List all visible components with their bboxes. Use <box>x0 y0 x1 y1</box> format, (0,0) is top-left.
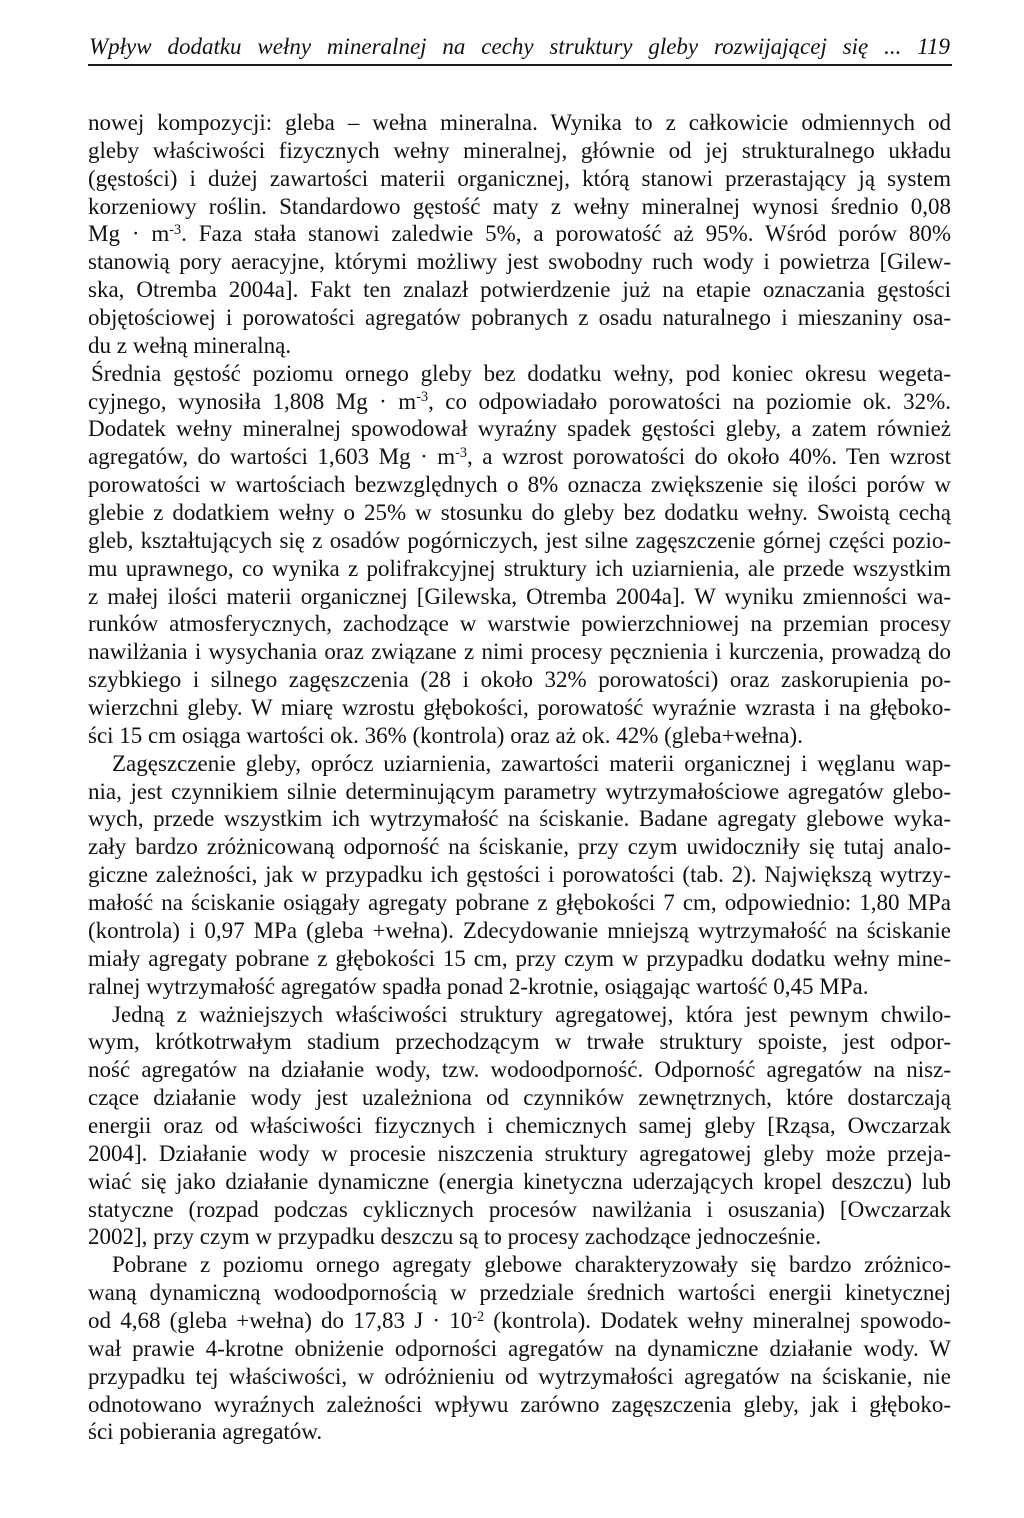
text-line <box>88 917 951 945</box>
line-text: 2004]. Działanie wody w procesie niszczenia struktury agregatowej gleby może przeja- <box>88 1140 951 1166</box>
text-segment: , co odpowiadało porowatości na poziomie ok. 32%. <box>428 388 951 414</box>
page-number: 119 <box>917 34 950 59</box>
text-line <box>88 583 951 611</box>
line-text: ści pobierania agregatów. <box>88 1419 323 1445</box>
text-line <box>88 1279 951 1307</box>
superscript-exponent: -3 <box>169 222 182 239</box>
text-line <box>88 415 951 443</box>
running-head <box>89 33 950 61</box>
text-segment: agregatów, do wartości 1,603 Mg · m <box>88 444 456 470</box>
text-line <box>88 861 951 889</box>
text-line <box>88 750 951 778</box>
line-text: wych, przede wszystkim ich wytrzymałość na ściskanie. Badane agregaty glebowe wyka- <box>88 806 951 832</box>
line-text: ność agregatów na działanie wody, tzw. wodoodporność. Odporność agregatów na nisz- <box>88 1057 951 1083</box>
text-line <box>88 499 951 527</box>
paragraph <box>88 109 951 360</box>
text-line <box>88 666 951 694</box>
text-line <box>88 555 951 583</box>
text-line <box>88 973 951 1001</box>
text-line <box>88 722 951 750</box>
text-line <box>88 638 951 666</box>
line-text: Jedną z ważniejszych właściwości struktury agregatowej, która jest pewnym chwilo- <box>112 1001 951 1027</box>
superscript-exponent: -3 <box>416 389 429 406</box>
line-text: (kontrola) i 0,97 MPa (gleba +wełna). Zdecydowanie mniejszą wytrzymałość na ściskanie <box>88 917 951 943</box>
line-text: statyczne (rozpad podczas cyklicznych procesów nawilżania i osuszania) [Owczarzak <box>88 1196 951 1222</box>
text-line <box>88 694 951 722</box>
text-line <box>88 945 951 973</box>
text-line <box>88 109 951 137</box>
line-text: zały bardzo zróżnicowaną odporność na ściskanie, przy czym uwidoczniły się tutaj analo- <box>88 834 951 860</box>
line-text <box>88 443 951 471</box>
text-line <box>88 1001 951 1029</box>
text-line <box>88 165 951 193</box>
line-text: energii oraz od właściwości fizycznych i chemicznych samej gleby [Rząsa, Owczarzak <box>88 1112 951 1138</box>
line-text: Pobrane z poziomu ornego agregaty glebowe charakteryzowały się bardzo zróżnico- <box>112 1252 951 1278</box>
text-segment: , a wzrost porowatości do około 40%. Ten wzrost <box>467 444 951 470</box>
paragraph <box>88 750 951 1001</box>
running-head-text <box>89 33 950 61</box>
line-text: korzeniowy roślin. Standardowo gęstość maty z wełny mineralnej wynosi średnio 0,08 <box>88 193 951 219</box>
text-line <box>88 1335 951 1363</box>
line-text: szybkiego i silnego zagęszczenia (28 i około 32% porowatości) oraz zaskorupienia po- <box>88 667 951 693</box>
text-line <box>88 527 951 555</box>
running-title: Wpływ dodatku wełny mineralnej na cechy struktury gleby rozwijającej się ... <box>89 34 902 59</box>
line-text: Dodatek wełny mineralnej spowodował wyraźny spadek gęstości gleby, a zatem również <box>88 416 951 442</box>
text-line <box>88 388 951 416</box>
text-segment: od 4,68 (gleba +wełna) do 17,83 J · 10 <box>88 1307 473 1333</box>
text-line <box>88 193 951 221</box>
text-line <box>88 889 951 917</box>
line-text: mu uprawnego, co wynika z polifrakcyjnej struktury ich uziarnienia, ale przede wszystkim <box>88 555 951 581</box>
text-line <box>88 1140 951 1168</box>
line-text: przypadku tej właściwości, w odróżnieniu od wytrzymałości agregatów na ściskanie, nie <box>88 1363 951 1389</box>
text-line <box>88 1223 951 1251</box>
line-text: wym, krótkotrwałym stadium przechodzącym w trwałe struktury spoiste, jest odpor- <box>88 1029 951 1055</box>
line-text: waną dynamiczną wodoodpornością w przedziale średnich wartości energii kinetycznej <box>88 1280 951 1306</box>
line-text <box>88 1307 951 1335</box>
line-text: ska, Otremba 2004a]. Fakt ten znalazł potwierdzenie już na etapie oznaczania gęstości <box>88 277 951 303</box>
line-text <box>88 220 951 248</box>
text-line <box>88 833 951 861</box>
line-text: małość na ściskanie osiągały agregaty pobrane z głębokości 7 cm, odpowiednio: 1,80 MPa <box>88 890 951 916</box>
text-segment: cyjnego, wynosiła 1,808 Mg · m <box>88 388 417 414</box>
line-text: ralnej wytrzymałość agregatów spadła ponad 2-krotnie, osiągając wartość 0,45 MPa. <box>88 973 869 999</box>
text-line <box>88 1391 951 1419</box>
paragraph <box>88 1001 951 1252</box>
line-text: czące działanie wody jest uzależniona od czynników zewnętrznych, które dostarczają <box>88 1085 951 1111</box>
line-text: stanowią pory aeracyjne, którymi możliwy jest swobodny ruch wody i powietrza [Gilew- <box>88 249 951 275</box>
text-line <box>88 1084 951 1112</box>
text-line <box>88 471 951 499</box>
line-text <box>88 388 951 416</box>
text-line <box>88 276 951 304</box>
superscript-exponent: -2 <box>472 1308 485 1325</box>
line-text: porowatości w wartościach bezwzględnych o 8% oznacza zwiększenie się ilości porów w <box>88 472 951 498</box>
text-segment: (kontrola). Dodatek wełny mineralnej spowodo- <box>484 1307 951 1333</box>
text-line <box>88 1307 951 1335</box>
text-line <box>88 1418 951 1446</box>
body-text <box>88 109 951 1446</box>
text-line <box>88 778 951 806</box>
line-text: Średnia gęstość poziomu ornego gleby bez dodatku wełny, pod koniec okresu wegeta- <box>91 360 951 386</box>
text-line <box>88 1056 951 1084</box>
text-line <box>88 332 951 360</box>
line-text: gleby właściwości fizycznych wełny mineralnej, głównie od jej strukturalnego układu <box>88 137 951 163</box>
text-line <box>88 1168 951 1196</box>
line-text: ści 15 cm osiąga wartości ok. 36% (kontrola) oraz aż ok. 42% (gleba+wełna). <box>88 722 803 748</box>
line-text: wał prawie 4-krotne obniżenie odporności agregatów na dynamiczne działanie wody. W <box>88 1335 951 1361</box>
line-text: du z wełną mineralną. <box>88 332 292 358</box>
line-text: gleb, kształtujących się z osadów pogórniczych, jest silne zagęszczenie górnej części pozio- <box>88 527 951 553</box>
line-text: (gęstości) i dużej zawartości materii organicznej, którą stanowi przerastający ją system <box>88 165 951 191</box>
text-line <box>88 610 951 638</box>
superscript-exponent: -3 <box>455 445 468 462</box>
text-line <box>88 443 951 471</box>
line-text: nowej kompozycji: gleba – wełna mineralna. Wynika to z całkowicie odmiennych od <box>88 110 951 135</box>
line-text: z małej ilości materii organicznej [Gilewska, Otremba 2004a]. W wyniku zmienności wa- <box>88 583 951 609</box>
text-line <box>88 304 951 332</box>
line-text: wierzchni gleby. W miarę wzrostu głębokości, porowatość wyraźnie wzrasta i na głęboko- <box>88 695 951 721</box>
text-segment: Mg · m <box>88 221 170 247</box>
text-line <box>88 1251 951 1279</box>
paragraph <box>88 1251 951 1446</box>
line-text: 2002], przy czym w przypadku deszczu są to procesy zachodzące jednocześnie. <box>88 1224 822 1250</box>
line-text: odnotowano wyraźnych zależności wpływu zarówno zagęszczenia gleby, jak i głęboko- <box>88 1391 951 1417</box>
running-head-line <box>89 33 950 61</box>
line-text: glebie z dodatkiem wełny o 25% w stosunku do gleby bez dodatku wełny. Swoistą cechą <box>88 500 951 526</box>
line-text: runków atmosferycznych, zachodzące w warstwie powierzchniowej na przemian procesy <box>88 611 951 637</box>
text-line <box>88 1028 951 1056</box>
paragraph <box>88 360 951 750</box>
text-line <box>88 1196 951 1224</box>
line-text: giczne zależności, jak w przypadku ich gęstości i porowatości (tab. 2). Największą wytrzy- <box>88 862 951 888</box>
line-text: objętościowej i porowatości agregatów pobranych z osadu naturalnego i mieszaniny osa- <box>88 305 951 331</box>
line-text: Zagęszczenie gleby, oprócz uziarnienia, zawartości materii organicznej i węglanu wap- <box>112 750 951 776</box>
text-line <box>88 220 951 248</box>
header-rule <box>88 64 952 66</box>
text-line <box>88 1363 951 1391</box>
text-line <box>88 137 951 165</box>
text-line <box>88 248 951 276</box>
line-text: nia, jest czynnikiem silnie determinującym parametry wytrzymałościowe agregatów glebo- <box>88 778 951 804</box>
text-line <box>88 360 951 388</box>
line-text: miały agregaty pobrane z głębokości 15 cm, przy czym w przypadku dodatku wełny mine- <box>88 945 951 971</box>
line-text: nawilżania i wysychania oraz związane z nimi procesy pęcznienia i kurczenia, prowadzą do <box>88 639 951 665</box>
line-text: wiać się jako działanie dynamiczne (energia kinetyczna uderzających kropel deszczu) lub <box>88 1168 951 1194</box>
text-line <box>88 805 951 833</box>
text-segment: . Faza stała stanowi zaledwie 5%, a porowatość aż 95%. Wśród porów 80% <box>181 221 952 247</box>
text-line <box>88 1112 951 1140</box>
